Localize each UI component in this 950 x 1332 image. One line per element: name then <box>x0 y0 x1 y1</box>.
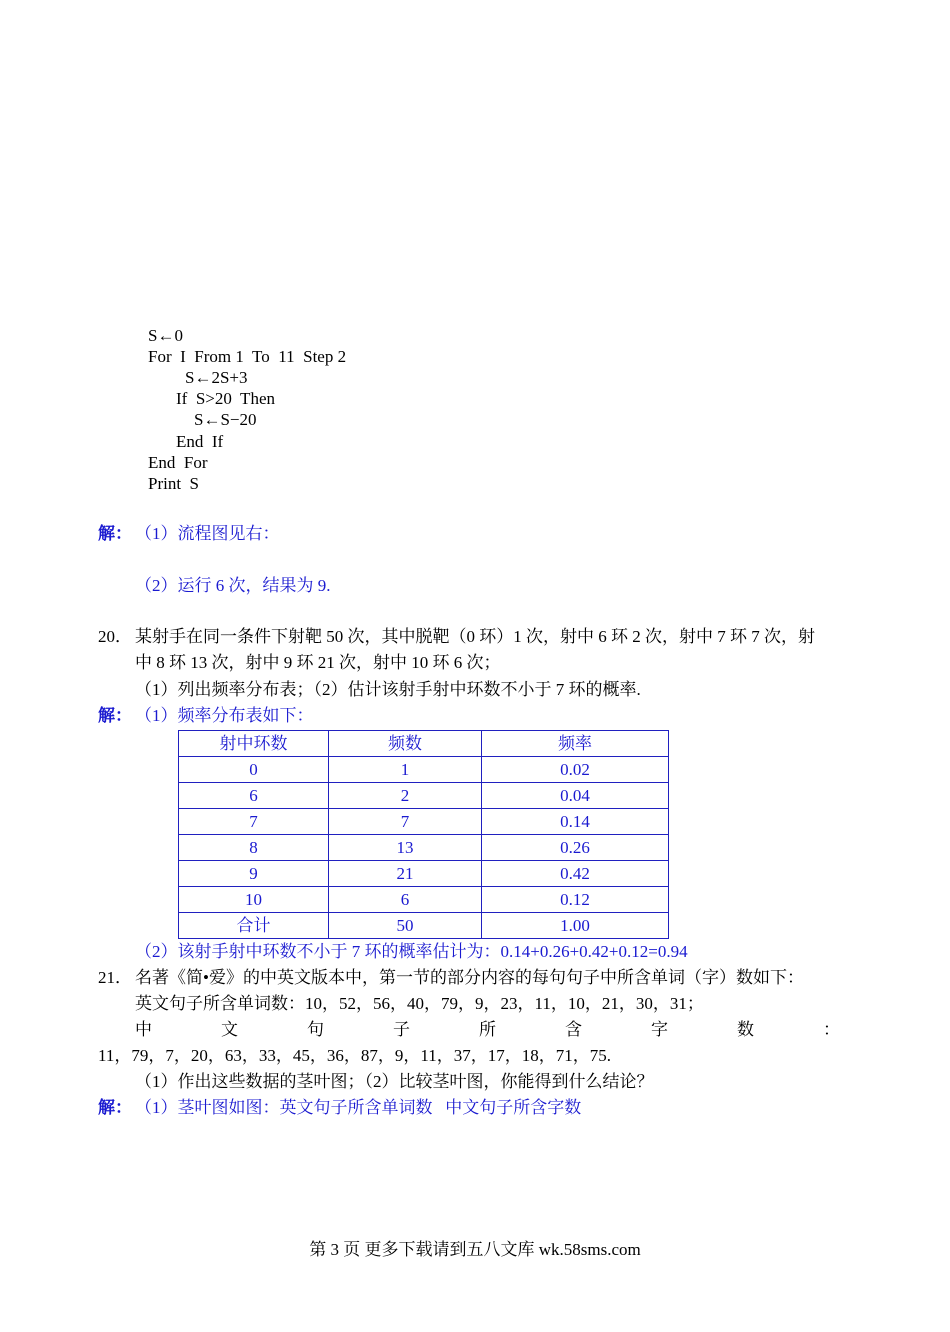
table-cell: 10 <box>179 887 329 913</box>
question-text: 11，79，7，20，63，33，45，36，87，9，11，37，17，18，71，75. <box>98 1046 611 1065</box>
question-text: 名著《简•爱》的中英文版本中，第一节的部分内容的每句句子中所含单词（字）数如下： <box>135 968 804 987</box>
table-row <box>179 835 669 861</box>
justified-char: 中 <box>135 1020 152 1039</box>
question-text: 中 8 环 13 次，射中 9 环 21 次，射中 10 环 6 次； <box>135 653 501 672</box>
table-cell: 1.00 <box>482 913 669 939</box>
code-line: Print S <box>148 474 200 493</box>
table-row <box>179 783 669 809</box>
table-cell: 6 <box>329 887 482 913</box>
justified-char: 文 <box>221 1020 238 1039</box>
table-cell: 21 <box>329 861 482 887</box>
table-cell: 7 <box>329 809 482 835</box>
table-header: 频数 <box>329 731 482 757</box>
justified-char: 句 <box>307 1020 324 1039</box>
code-line: For I From 1 To 11 Step 2 <box>148 347 347 366</box>
table-cell: 0.42 <box>482 861 669 887</box>
table-cell: 0.12 <box>482 887 669 913</box>
answer-part1: （1）频率分布表如下： <box>135 706 314 725</box>
table-cell: 1 <box>329 757 482 783</box>
table-header: 射中环数 <box>179 731 329 757</box>
frequency-table <box>178 730 669 939</box>
table-cell: 0 <box>179 757 329 783</box>
question-number: 20． <box>98 627 132 646</box>
table-cell: 50 <box>329 913 482 939</box>
table-cell: 0.04 <box>482 783 669 809</box>
question-text: （1）列出频率分布表；（2）估计该射手射中环数不小于 7 环的概率. <box>135 680 641 699</box>
table-row <box>179 861 669 887</box>
justified-char: ： <box>823 1020 840 1039</box>
table-cell: 0.02 <box>482 757 669 783</box>
question-number: 21． <box>98 968 132 987</box>
table-row <box>179 887 669 913</box>
page-footer: 第 3 页 更多下载请到五八文库 wk.58sms.com <box>309 1240 641 1259</box>
answer-label: 解： <box>98 1098 132 1117</box>
justified-char: 所 <box>479 1020 496 1039</box>
justified-char: 子 <box>393 1020 410 1039</box>
question-text: （1）作出这些数据的茎叶图；（2）比较茎叶图，你能得到什么结论？ <box>135 1072 654 1091</box>
table-header-row <box>179 731 669 757</box>
justified-char: 数 <box>737 1020 754 1039</box>
answer-part1: （1）茎叶图如图：英文句子所含单词数 中文句子所含字数 <box>135 1098 582 1117</box>
table-cell: 0.26 <box>482 835 669 861</box>
answer-part1: （1）流程图见右： <box>135 524 280 543</box>
table-cell: 7 <box>179 809 329 835</box>
answer-label: 解： <box>98 706 132 725</box>
table-cell: 9 <box>179 861 329 887</box>
table-total-row <box>179 913 669 939</box>
code-line: S←S−20 <box>194 410 257 429</box>
code-line: End If <box>176 432 224 451</box>
table-header: 频率 <box>482 731 669 757</box>
table-cell: 0.14 <box>482 809 669 835</box>
answer-part2: （2）该射手射中环数不小于 7 环的概率估计为：0.14+0.26+0.42+0.12=0.94 <box>135 942 688 961</box>
table-cell: 2 <box>329 783 482 809</box>
code-line: End For <box>148 453 208 472</box>
table-cell: 13 <box>329 835 482 861</box>
table-cell: 8 <box>179 835 329 861</box>
code-line: If S>20 Then <box>176 389 275 408</box>
answer-label: 解： <box>98 524 132 543</box>
question-text: 英文句子所含单词数：10，52，56，40，79，9，23，11，10，21，30，31； <box>135 994 704 1013</box>
table-cell: 合计 <box>179 913 329 939</box>
question-text-justified <box>135 1019 840 1040</box>
question-text: 某射手在同一条件下射靶 50 次，其中脱靶（0 环）1 次，射中 6 环 2 次，射中 7 环 7 次，射 <box>135 627 815 646</box>
table-row <box>179 757 669 783</box>
justified-char: 字 <box>651 1020 668 1039</box>
table-row <box>179 809 669 835</box>
code-line: S←0 <box>148 326 183 345</box>
code-line: S←2S+3 <box>185 368 248 387</box>
justified-char: 含 <box>565 1020 582 1039</box>
answer-part2: （2）运行 6 次，结果为 9. <box>135 576 331 595</box>
table-cell: 6 <box>179 783 329 809</box>
